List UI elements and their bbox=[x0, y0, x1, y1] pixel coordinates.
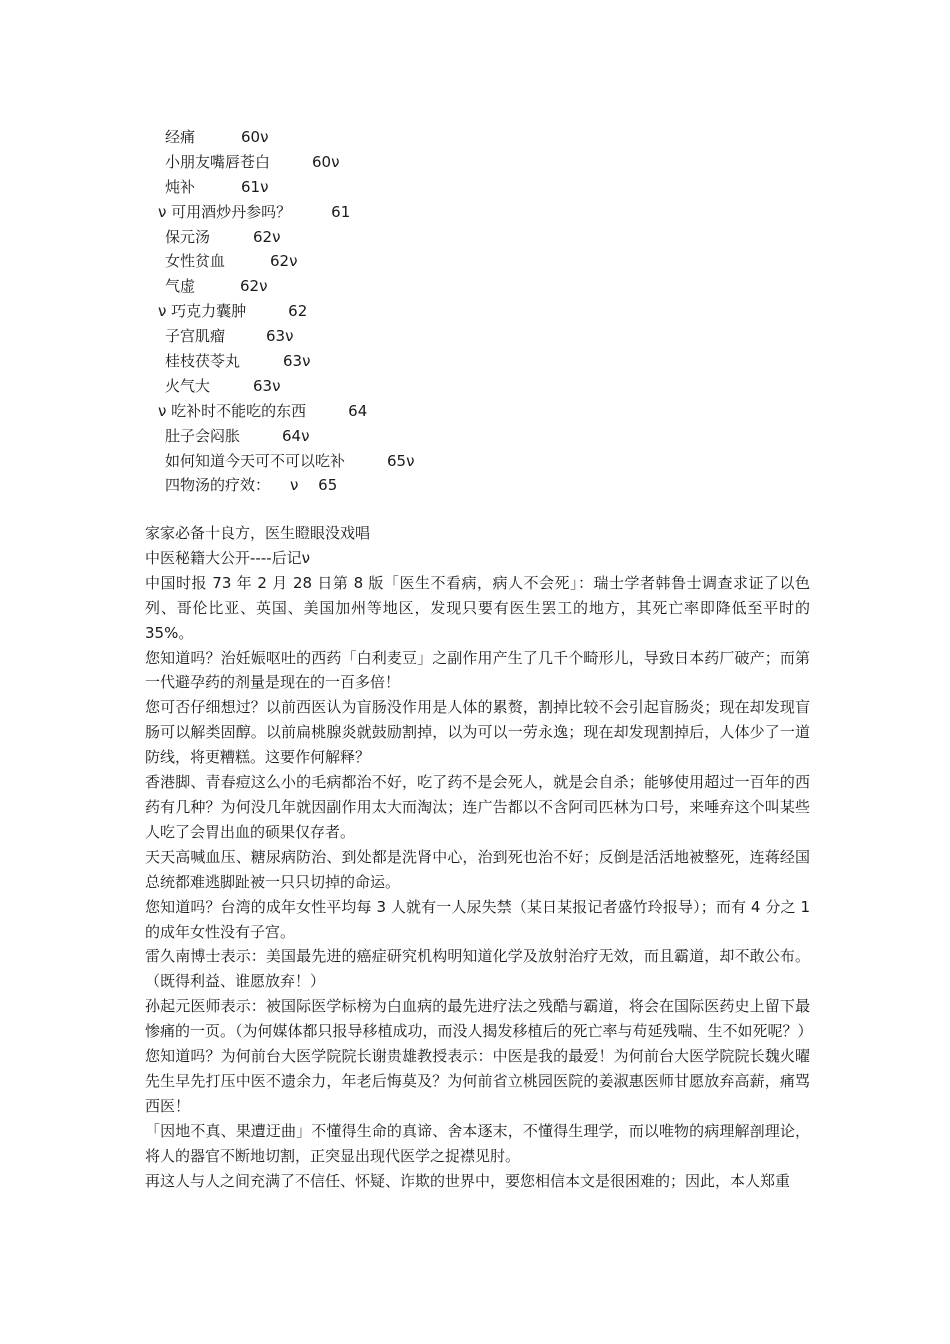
toc-entry bbox=[145, 324, 645, 349]
toc-entry bbox=[145, 449, 645, 474]
toc-entry-page: 63ν bbox=[266, 327, 294, 346]
toc-entry-title: 炖补 bbox=[165, 177, 196, 196]
toc-entry-title: 如何知道今天可不可以吃补 bbox=[165, 451, 346, 470]
table-of-contents bbox=[145, 125, 645, 498]
section-heading: 家家必备十良方，医生瞪眼没戏唱 bbox=[145, 524, 371, 542]
toc-entry-title: 女性贫血 bbox=[165, 252, 226, 271]
toc-entry-page: 65ν bbox=[387, 451, 415, 470]
toc-entry-page: 62ν bbox=[270, 252, 298, 271]
toc-entry bbox=[145, 175, 645, 200]
toc-entry-title: ν 巧克力囊肿 bbox=[158, 302, 247, 321]
body-paragraph: 「因地不真、果遭迂曲」不懂得生命的真谛、舍本逐末，不懂得生理学，而以唯物的病理解剖理论，将人的器官不断地切割，正突显出现代医学之捉襟见肘。 bbox=[145, 1121, 810, 1165]
toc-entry bbox=[145, 299, 645, 324]
toc-entry bbox=[145, 225, 645, 250]
toc-entry-title: 小朋友嘴唇苍白 bbox=[165, 152, 271, 171]
body-paragraph: 您知道吗？治妊娠呕吐的西药「白利麦豆」之副作用产生了几千个畸形儿，导致日本药厂破产；而第一代避孕药的剂量是现在的一百多倍！ bbox=[145, 648, 810, 692]
section-subheading: 中医秘籍大公开----后记ν bbox=[145, 548, 311, 567]
toc-entry-title: ν 吃补时不能吃的东西 bbox=[158, 401, 307, 420]
toc-entry-title: 肚子会闷胀 bbox=[165, 426, 241, 445]
body-paragraph: 香港脚、青春痘这么小的毛病都治不好，吃了药不是会死人，就是会自杀；能够使用超过一百年的西药有几种？为何没几年就因副作用太大而淘汰；连广告都以不含阿司匹林为口号，来唾弃这个叫某些人吃了会胃出血的硕果仅存者。 bbox=[145, 773, 810, 841]
toc-entry bbox=[145, 249, 645, 274]
toc-entry-title: 保元汤 bbox=[165, 227, 211, 246]
toc-entry bbox=[145, 424, 645, 449]
toc-entry-page: 63ν bbox=[253, 376, 281, 395]
body-paragraph: 再这人与人之间充满了不信任、怀疑、诈欺的世界中，要您相信本文是很困难的；因此，本人郑重 bbox=[145, 1171, 791, 1190]
toc-entry-title: 经痛 bbox=[165, 128, 196, 146]
toc-entry-page: 63ν bbox=[283, 352, 311, 371]
toc-entry-page: 62ν bbox=[253, 227, 281, 246]
toc-entry bbox=[145, 150, 645, 175]
toc-entry-page: ν 65 bbox=[290, 476, 338, 495]
body-paragraph: 天天高喊血压、糖尿病防治、到处都是洗肾中心，治到死也治不好；反倒是活活地被整死，连蒋经国总统都难逃脚趾被一只只切掉的命运。 bbox=[145, 847, 810, 891]
toc-entry-title: 子宫肌瘤 bbox=[165, 327, 226, 346]
toc-entry bbox=[145, 374, 645, 399]
body-paragraph: 孙起元医师表示：被国际医学标榜为白血病的最先进疗法之残酷与霸道，将会在国际医药史上留下最惨痛的一页。（为何媒体都只报导移植成功，而没人揭发移植后的死亡率与苟延残喘、生不如死呢？） bbox=[145, 997, 813, 1041]
body-paragraph: 中国时报 73 年 2 月 28 日第 8 版「医生不看病，病人不会死」：瑞士学者韩鲁士调查求证了以色列、哥伦比亚、英国、美国加州等地区，发现只要有医生罢工的地方，其死亡率即降低至平时的 35%。 bbox=[145, 573, 810, 642]
toc-entry-title: 气虚 bbox=[165, 277, 196, 296]
toc-entry-page: 60ν bbox=[241, 128, 269, 146]
toc-entry-title: ν 可用酒炒丹参吗？ bbox=[158, 202, 292, 221]
toc-entry-title: 四物汤的疗效： bbox=[165, 476, 271, 495]
body-paragraph: 您知道吗？台湾的成年女性平均每 3 人就有一人尿失禁（某日某报记者盛竹玲报导）；而有 4 分之 1 的成年女性没有子宫。 bbox=[145, 897, 810, 941]
toc-entry bbox=[145, 200, 645, 225]
toc-entry-page: 64ν bbox=[282, 426, 310, 445]
toc-entry bbox=[145, 349, 645, 374]
toc-entry-title: 桂枝茯苓丸 bbox=[165, 352, 241, 371]
toc-entry-page: 62ν bbox=[240, 277, 268, 296]
toc-entry bbox=[145, 125, 645, 150]
toc-entry-page: 64 bbox=[348, 401, 368, 420]
toc-entry bbox=[145, 399, 645, 424]
toc-entry-page: 61 bbox=[331, 202, 351, 221]
toc-entry-title: 火气大 bbox=[165, 376, 211, 395]
toc-entry bbox=[145, 274, 645, 299]
body-paragraph: 您可否仔细想过？以前西医认为盲肠没作用是人体的累赘，割掉比较不会引起盲肠炎；现在却发现盲肠可以解类固醇。以前扁桃腺炎就鼓励割掉，以为可以一劳永逸；现在却发现割掉后，人体少了一道防线，将更糟糕。这要作何解释？ bbox=[145, 698, 810, 767]
body-paragraph: 您知道吗？为何前台大医学院院长谢贵雄教授表示：中医是我的最爱！为何前台大医学院院长魏火曜先生早先打压中医不遗余力，年老后悔莫及？为何前省立桃园医院的姜淑惠医师甘愿放弃高薪，痛骂西医！ bbox=[145, 1047, 810, 1115]
body-paragraph: 雷久南博士表示：美国最先进的癌症研究机构明知道化学及放射治疗无效，而且霸道，却不敢公布。（既得利益、谁愿放弃！） bbox=[145, 947, 810, 991]
document-body bbox=[145, 521, 813, 1193]
toc-entry bbox=[145, 473, 645, 498]
toc-entry-page: 62 bbox=[288, 302, 308, 321]
toc-entry-page: 61ν bbox=[241, 177, 269, 196]
toc-entry-page: 60ν bbox=[312, 152, 340, 171]
